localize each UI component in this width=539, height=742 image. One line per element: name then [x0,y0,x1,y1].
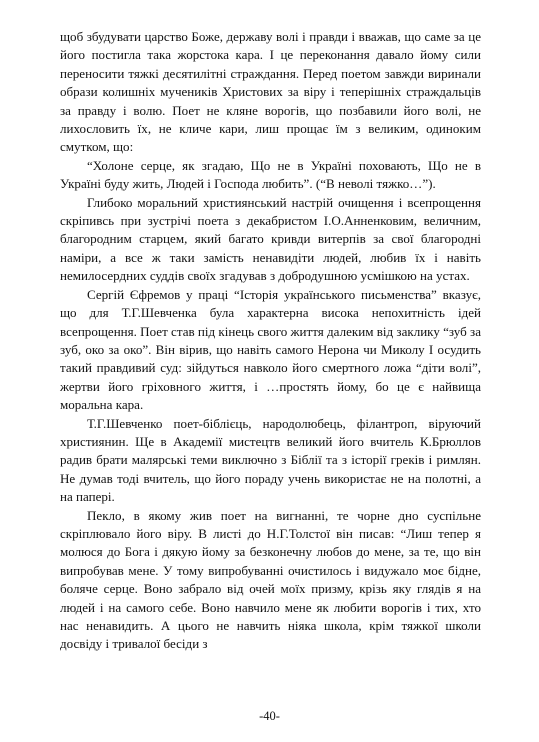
paragraph-1: щоб збудувати царство Боже, державу волі і правди і вважав, що саме за це його постигла така жорстока кара. І це переконання давало йому сили переносити тяжкі десятилітні страждання. Перед поетом завжди виринали образи колишніх мучеників Христових за віру і теперішніх страждальців за правду і волю. Поет не кляне ворогів, що позбавили його волі, не лихословить їх, не кличе кари, лиш прощає їм з великим, одиноким смутком, що: [60,29,481,155]
body-text [60,28,481,654]
paragraph-4: Сергій Єфремов у праці “Історія українського письменства” вказує, що для Т.Г.Шевченка була характерна висока непохитність ідей всепрощення. Поет став під кінець свого життя далеким від заклику “зуб за зуб, око за око”. Він вірив, що навіть самого Нерона чи Миколу І осудить такий правдивий суд: зійдуться навколо його смертного ложа “діти волі”, жертви його гріховного життя, і …простять йому, бо це є найвища моральна кара. [60,286,481,413]
paragraph-2-quote: “Холоне серце, як згадаю, Що не в Україні поховають, Що не в Україні буду жить, Людей і Господа любить”. (“В неволі тяжко…”). [60,157,481,192]
paragraph-3: Глибоко моральний християнський настрій очищення і всепрощення скріпивсь при зустрічі поета з декабристом І.О.Анненковим, величним, благородним старцем, який багато кривди витерпів за свої благородні наміри, а все ж таки замість ненавидіти людей, любив їх і навіть немилосердних суддів своїх згадував з добродушною усмішкою на устах. [60,194,481,284]
page-number: -40- [259,709,280,723]
paragraph-6: Пекло, в якому жив поет на вигнанні, те чорне дно суспільне скріплювало його віру. В листі до Н.Г.Толстої він писав: “Лиш тепер я молюся до Бога і дякую йому за безконечну любов до мене, за те, що він випробував мене. У тому випробуванні очистилось і видужало моє бідне, боляче серце. Воно забрало від очей моїх призму, крізь яку глядів я на людей і на самого себе. Воно навчило мене як любити ворогів і тих, хто нас ненавидить. А цього не навчить ніяка школа, крім тяжкої школи досвіду і тривалої бесіди з [60,507,481,652]
paragraph-5: Т.Г.Шевченко поет-біблієць, народолюбець, філантроп, віруючий християнин. Ще в Академії мистецтв великий його вчитель К.Брюллов радив брати малярські теми виключно з Біблії та з історії греків і римлян. Не думав тоді вчитель, що його пораду учень використає не на полотні, а на папері. [60,415,481,505]
